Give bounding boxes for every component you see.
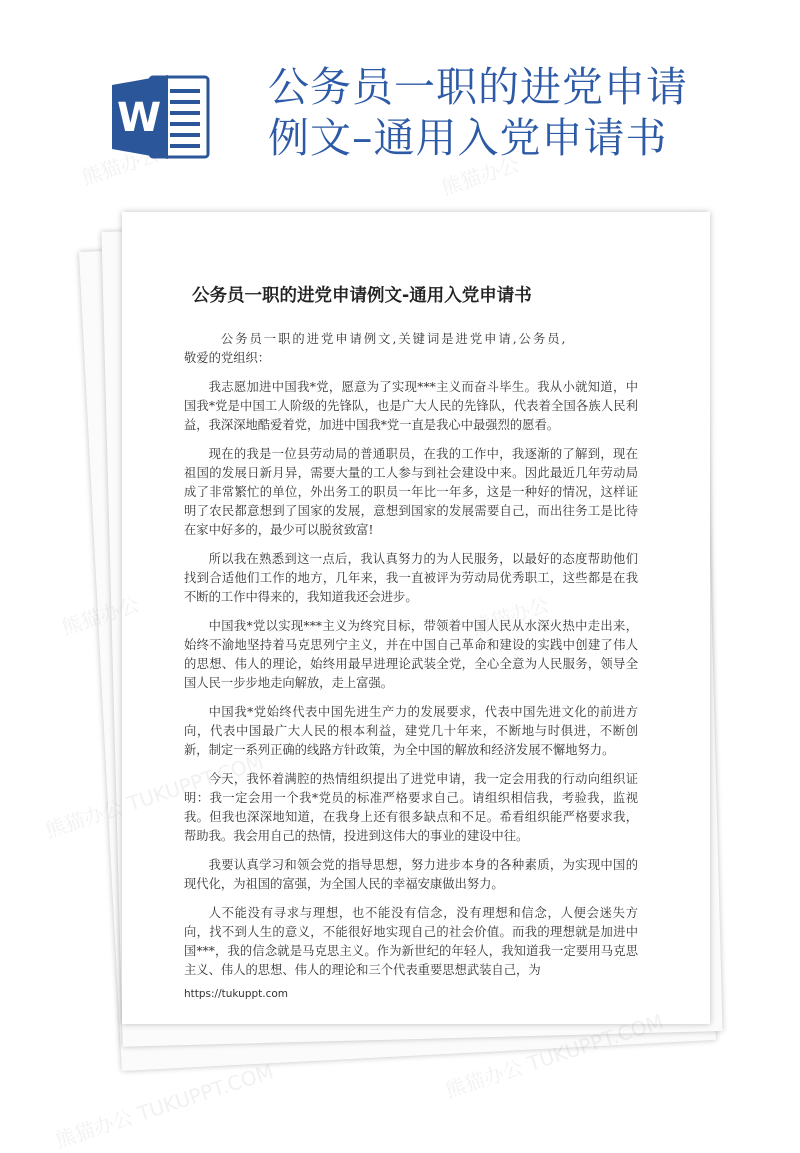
paragraph-greeting: 敬爱的党组织： xyxy=(184,351,271,365)
paragraph-intro: 公务员一职的进党申请例文,关键词是进党申请,公务员, xyxy=(220,332,568,346)
page-body xyxy=(184,330,638,990)
word-logo-letter: W xyxy=(116,95,162,141)
watermark: 熊猫办公 xyxy=(42,794,126,843)
title-line-2: 例文–通用入党申请书 xyxy=(268,114,668,162)
paragraph: 人不能没有寻求与理想，也不能没有信念，没有理想和信念，人便会迷失方向，找不到人生的意义，不能很好地实现自己的社会价值。而我的理想就是加进中国***，我的信念就是马克思主义。作为新世纪的年轻人，我知道我一定要用马克思主义、伟人的思想、伟人的理论和三个代表重要思想武装自己，为 xyxy=(184,906,638,977)
title-line-1: 公务员一职的进党申请 xyxy=(268,63,688,111)
paragraph: 我志愿加进中国我*党，愿意为了实现***主义而奋斗毕生。我从小就知道，中国我*党是中国工人阶级的先锋队，也是广大人民的先锋队，代表着全国各族人民利益，我深深地酷爱着党，加进中国我*党一直是我心中最强烈的愿看。 xyxy=(184,380,638,432)
paragraph: 我要认真学习和领会党的指导思想，努力进步本身的各种素质，为实现中国的现代化，为祖国的富强，为全国人民的幸福安康做出努力。 xyxy=(184,858,638,891)
watermark: 熊猫办公 xyxy=(78,142,163,190)
paragraph: 中国我*党以实现***主义为终究目标，带领着中国人民从水深火热中走出来，始终不渝地坚持着马克思列宁主义，并在中国自己革命和建设的实践中创建了伟人的思想、伟人的理论，始终用最早进理论武装全党，全心全意为人民服务，领导全国人民一步步地走向解放，走上富强。 xyxy=(184,619,638,690)
watermark: 熊猫办公 TUKUPPT.COM xyxy=(442,1009,667,1103)
paragraph: 所以我在熟悉到这一点后，我认真努力的为人民服务，以最好的态度帮助他们找到合适他们工作的地方，几年来，我一直被评为劳动局优秀职工，这些都是在我不断的工作中得来的，我知道我还会进步。 xyxy=(184,552,638,604)
watermark: 熊猫办公 xyxy=(438,152,523,200)
paragraph: 现在的我是一位县劳动局的普通职员，在我的工作中，我逐渐的了解到，现在祖国的发展日新月异，需要大量的工人参与到社会建设中来。因此最近几年劳动局成了非常繁忙的单位，外出务工的职员一年比一年多，这是一种好的情况，这样证明了农民都意想到了国家的发展，意想到国家的发展需要自己，而出往务工是比待在家中好多的，最少可以脱贫致富! xyxy=(184,447,638,537)
watermark: 熊猫办公 TUKUPPT.COM xyxy=(52,1059,277,1153)
document-page xyxy=(122,212,710,1024)
paragraph: 中国我*党始终代表中国先进生产力的发展要求，代表中国先进文化的前进方向，代表中国最广大人民的根本利益，建党几十年来，不断地与时俱进，不断创新，制定一系列正确的线路方针政策，为全中国的解放和经济发展不懈地努力。 xyxy=(184,705,638,757)
page-url: https://tukuppt.com xyxy=(184,988,289,1000)
page-title: 公务员一职的进党申请例文-通用入党申请书 xyxy=(192,286,532,306)
paragraph: 今天，我怀着满腔的热情组织提出了进党申请，我一定会用我的行动向组织证明：我一定会用一个我*党员的标准严格要求自己。请组织相信我，考验我，监视我。但我也深深地知道，在我身上还有很多缺点和不足。希看组织能严格要求我，帮助我。我会用自己的热情，投进到这伟大的事业的建设中往。 xyxy=(184,772,638,843)
